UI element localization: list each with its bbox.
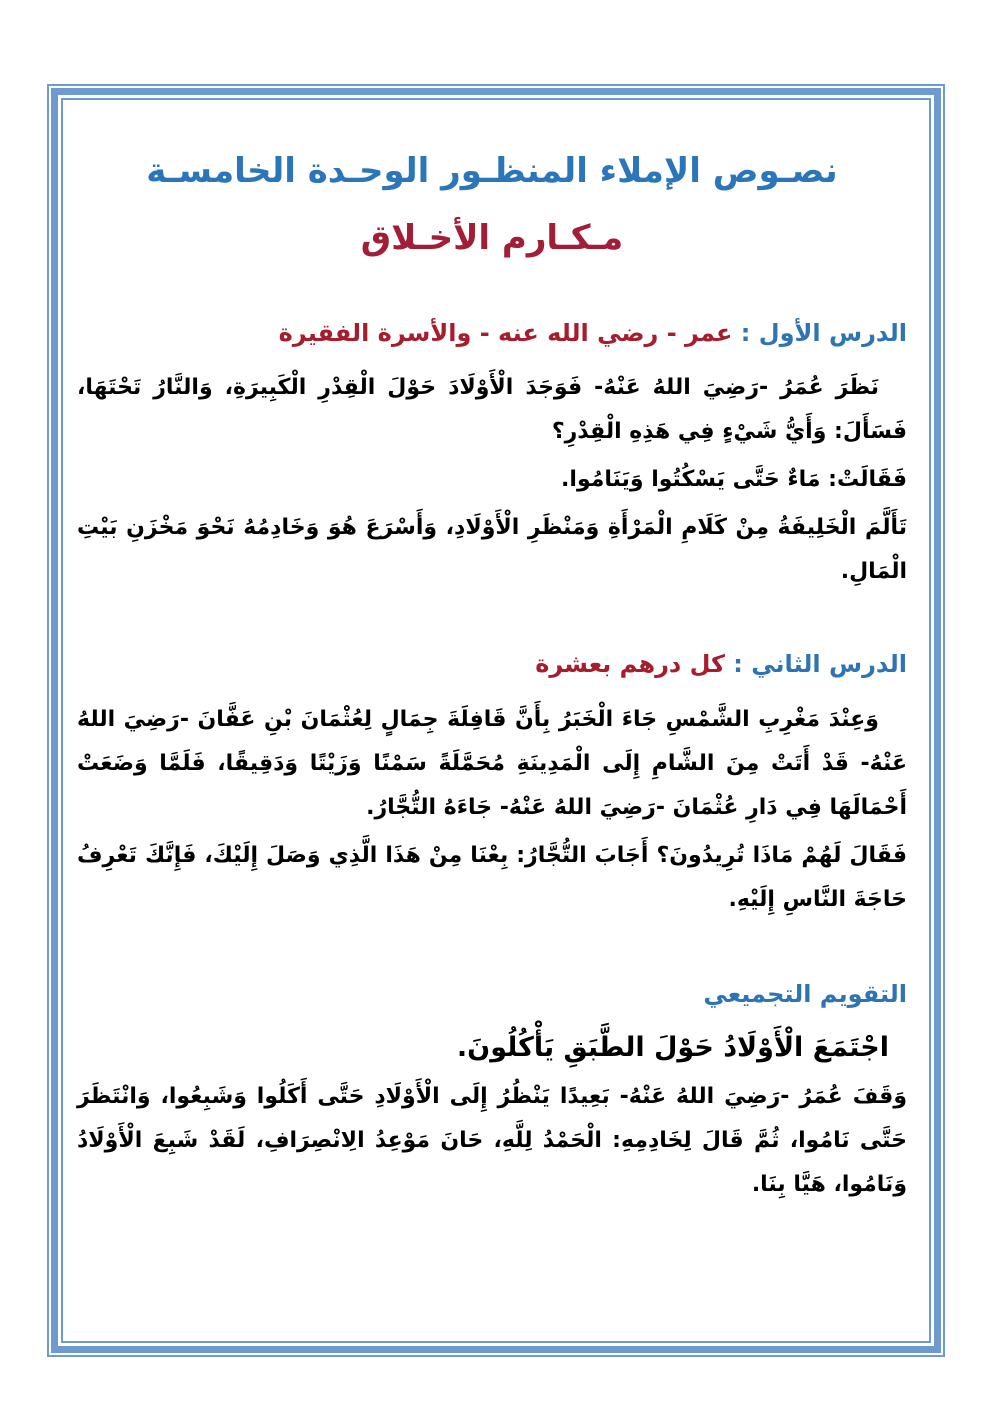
page-border-frame: [47, 84, 945, 1357]
lesson2-paragraph: وَعِنْدَ مَغْرِبِ الشَّمْسِ جَاءَ الْخَبَرُ بِأَنَّ قَافِلَةَ جِمَالٍ لِعُثْمَانَ بْنِ عَفَّانَ -رَضِيَ اللهُ عَنْهُ- قَدْ أَتَتْ مِنَ الشَّامِ إِلَى الْمَدِينَةِ مُحَمَّلَةً سَمْنًا وَزَيْتًا وَدَقِيقًا، فَلَمَّا وَضَعَتْ أَحْمَالَهَا فِي دَارِ عُثْمَانَ -رَضِيَ اللهُ عَنْهُ- جَاءَهُ التُّجَّارُ.: [77, 706, 907, 820]
assessment-heading: التقويم التجميعي: [703, 979, 907, 1008]
lesson2-heading: [77, 648, 907, 682]
lesson1-heading: [77, 317, 907, 351]
page-border-inner-line: [61, 98, 931, 1343]
page-border-thick-line: [51, 88, 941, 1353]
lesson1-heading-topic: عمر - رضي الله عنه - والأسرة الفقيرة: [278, 318, 733, 347]
document-subtitle: مـكـارم الأخـلاق: [360, 218, 624, 258]
document-content: [63, 100, 929, 1341]
lesson1-paragraph: فَقَالَتْ: مَاءٌ حَتَّى يَسْكُتُوا وَيَنَامُوا.: [561, 467, 907, 493]
lesson2-paragraph: فَقَالَ لَهُمْ مَاذَا تُرِيدُونَ؟ أَجَابَ التُّجَّارُ: بِعْنَا مِنْ هَذَا الَّذِي وَصَلَ إِلَيْكَ، فَإِنَّكَ تَعْرِفُ حَاجَةَ النَّاسِ إِلَيْهِ.: [77, 842, 907, 912]
lesson1-paragraph: تَأَلَّمَ الْخَلِيفَةُ مِنْ كَلَامِ الْمَرْأَةِ وَمَنْظَرِ الْأَوْلَادِ، وَأَسْرَعَ هُوَ وَخَادِمُهُ نَحْوَ مَخْزَنِ بَيْتِ الْمَالِ.: [77, 515, 907, 585]
document-title: نصـوص الإملاء المنظـور الوحـدة الخامسـة: [146, 151, 838, 191]
assessment-lead-sentence: اجْتَمَعَ الْأَوْلَادُ حَوْلَ الطَّبَقِ يَأْكُلُونَ.: [456, 1032, 889, 1064]
lesson2-heading-label: الدرس الثاني :: [724, 650, 907, 679]
lesson2-heading-topic: كل درهم بعشرة: [535, 650, 725, 679]
lesson1-paragraph: نَظَرَ عُمَرُ -رَضِيَ اللهُ عَنْهُ- فَوَجَدَ الْأَوْلَادَ حَوْلَ الْقِدْرِ الْكَبِيرَةِ، وَالنَّارُ تَحْتَهَا، فَسَأَلَ: وَأَيُّ شَيْءٍ فِي هَذِهِ الْقِدْرِ؟: [77, 375, 907, 445]
assessment-paragraph: وَقَفَ عُمَرُ -رَضِيَ اللهُ عَنْهُ- بَعِيدًا يَنْظُرُ إِلَى الْأَوْلَادِ حَتَّى أَكَلُوا وَشَبِعُوا، وَانْتَظَرَ حَتَّى نَامُوا، ثُمَّ قَالَ لِخَادِمِهِ: الْحَمْدُ لِلَّهِ، حَانَ مَوْعِدُ الِانْصِرَافِ، لَقَدْ شَبِعَ الْأَوْلَادُ وَنَامُوا، هَيَّا بِنَا.: [77, 1084, 907, 1198]
lesson1-heading-label: الدرس الأول :: [732, 318, 907, 347]
